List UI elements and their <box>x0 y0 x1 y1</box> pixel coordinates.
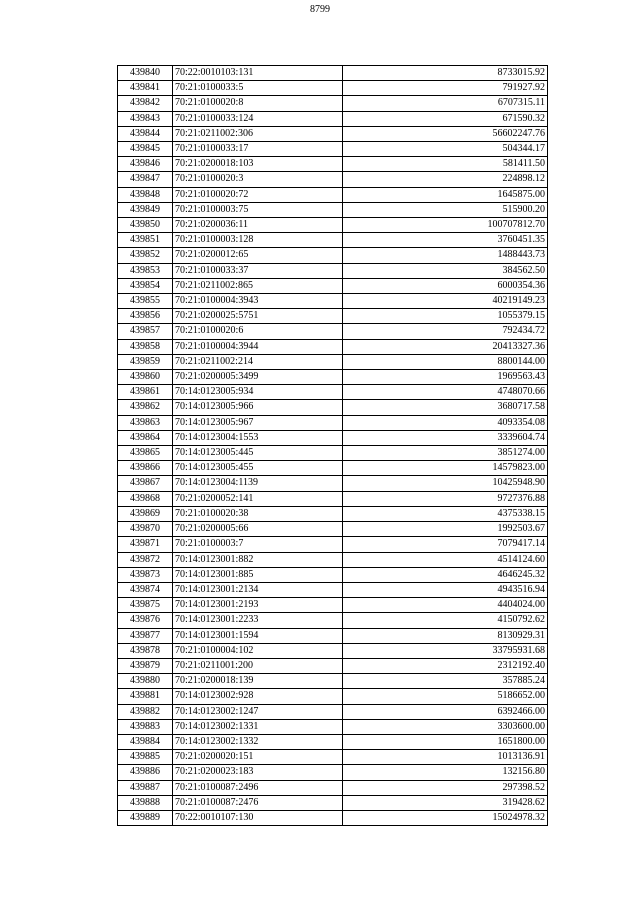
value-cell: 384562.50 <box>343 263 548 278</box>
table-row <box>118 415 548 430</box>
row-number-cell: 439868 <box>118 491 173 506</box>
cadastral-number-cell: 70:21:0100004:102 <box>173 643 343 658</box>
value-cell: 515900.20 <box>343 202 548 217</box>
cadastral-number-cell: 70:21:0200025:5751 <box>173 309 343 324</box>
cadastral-number-cell: 70:21:0100020:72 <box>173 187 343 202</box>
row-number-cell: 439879 <box>118 658 173 673</box>
cadastral-number-cell: 70:14:0123002:1332 <box>173 734 343 749</box>
table-row <box>118 233 548 248</box>
cadastral-number-cell: 70:21:0200020:151 <box>173 750 343 765</box>
table-row <box>118 111 548 126</box>
cadastral-number-cell: 70:21:0211002:306 <box>173 126 343 141</box>
table-row <box>118 598 548 613</box>
row-number-cell: 439841 <box>118 81 173 96</box>
row-number-cell: 439840 <box>118 66 173 81</box>
value-cell: 5186652.00 <box>343 689 548 704</box>
cadastral-number-cell: 70:14:0123005:445 <box>173 446 343 461</box>
value-cell: 319428.62 <box>343 795 548 810</box>
cadastral-number-cell: 70:14:0123002:928 <box>173 689 343 704</box>
table-row <box>118 354 548 369</box>
table-row <box>118 187 548 202</box>
cadastral-number-cell: 70:21:0200023:183 <box>173 765 343 780</box>
row-number-cell: 439849 <box>118 202 173 217</box>
table-row <box>118 400 548 415</box>
cadastral-number-cell: 70:14:0123001:2193 <box>173 598 343 613</box>
row-number-cell: 439844 <box>118 126 173 141</box>
value-cell: 100707812.70 <box>343 218 548 233</box>
row-number-cell: 439867 <box>118 476 173 491</box>
cadastral-number-cell: 70:21:0100004:3944 <box>173 339 343 354</box>
row-number-cell: 439845 <box>118 142 173 157</box>
cadastral-number-cell: 70:21:0211002:865 <box>173 278 343 293</box>
value-cell: 9727376.88 <box>343 491 548 506</box>
value-cell: 4646245.32 <box>343 567 548 582</box>
cadastral-number-cell: 70:14:0123004:1553 <box>173 430 343 445</box>
table-row <box>118 810 548 825</box>
value-cell: 2312192.40 <box>343 658 548 673</box>
table-row <box>118 278 548 293</box>
value-cell: 1645875.00 <box>343 187 548 202</box>
cadastral-number-cell: 70:21:0100033:5 <box>173 81 343 96</box>
value-cell: 6707315.11 <box>343 96 548 111</box>
row-number-cell: 439885 <box>118 750 173 765</box>
row-number-cell: 439869 <box>118 506 173 521</box>
value-cell: 297398.52 <box>343 780 548 795</box>
row-number-cell: 439881 <box>118 689 173 704</box>
value-cell: 792434.72 <box>343 324 548 339</box>
cadastral-number-cell: 70:21:0100020:6 <box>173 324 343 339</box>
cadastral-number-cell: 70:14:0123001:2134 <box>173 582 343 597</box>
row-number-cell: 439871 <box>118 537 173 552</box>
row-number-cell: 439854 <box>118 278 173 293</box>
value-cell: 6000354.36 <box>343 278 548 293</box>
value-cell: 1969563.43 <box>343 370 548 385</box>
value-cell: 15024978.32 <box>343 810 548 825</box>
value-cell: 357885.24 <box>343 674 548 689</box>
row-number-cell: 439858 <box>118 339 173 354</box>
cadastral-number-cell: 70:14:0123005:934 <box>173 385 343 400</box>
row-number-cell: 439860 <box>118 370 173 385</box>
row-number-cell: 439873 <box>118 567 173 582</box>
value-cell: 1013136.91 <box>343 750 548 765</box>
cadastral-number-cell: 70:21:0200018:103 <box>173 157 343 172</box>
row-number-cell: 439848 <box>118 187 173 202</box>
cadastral-number-cell: 70:21:0100020:38 <box>173 506 343 521</box>
cadastral-number-cell: 70:14:0123005:455 <box>173 461 343 476</box>
cadastral-number-cell: 70:21:0211002:214 <box>173 354 343 369</box>
table-row <box>118 294 548 309</box>
table-row <box>118 81 548 96</box>
row-number-cell: 439888 <box>118 795 173 810</box>
table-row <box>118 582 548 597</box>
table-row <box>118 339 548 354</box>
table-row <box>118 491 548 506</box>
table-row <box>118 309 548 324</box>
row-number-cell: 439883 <box>118 719 173 734</box>
cadastral-number-cell: 70:21:0211001:200 <box>173 658 343 673</box>
table-row <box>118 689 548 704</box>
cadastral-number-cell: 70:22:0010103:131 <box>173 66 343 81</box>
table-row <box>118 157 548 172</box>
value-cell: 504344.17 <box>343 142 548 157</box>
value-cell: 581411.50 <box>343 157 548 172</box>
table-row <box>118 142 548 157</box>
table-row <box>118 66 548 81</box>
value-cell: 1651800.00 <box>343 734 548 749</box>
value-cell: 8130929.31 <box>343 628 548 643</box>
row-number-cell: 439855 <box>118 294 173 309</box>
table-row <box>118 446 548 461</box>
row-number-cell: 439870 <box>118 522 173 537</box>
value-cell: 3680717.58 <box>343 400 548 415</box>
cadastral-number-cell: 70:21:0100087:2496 <box>173 780 343 795</box>
cadastral-number-cell: 70:22:0010107:130 <box>173 810 343 825</box>
row-number-cell: 439864 <box>118 430 173 445</box>
table-row <box>118 506 548 521</box>
row-number-cell: 439874 <box>118 582 173 597</box>
value-cell: 132156.80 <box>343 765 548 780</box>
value-cell: 4514124.60 <box>343 552 548 567</box>
cadastral-number-cell: 70:14:0123001:1594 <box>173 628 343 643</box>
table-row <box>118 96 548 111</box>
value-cell: 3851274.00 <box>343 446 548 461</box>
cadastral-number-cell: 70:14:0123002:1247 <box>173 704 343 719</box>
value-cell: 671590.32 <box>343 111 548 126</box>
page-number: 8799 <box>310 4 330 15</box>
table-row <box>118 385 548 400</box>
row-number-cell: 439843 <box>118 111 173 126</box>
table-row <box>118 552 548 567</box>
table-row <box>118 613 548 628</box>
table-row <box>118 628 548 643</box>
cadastral-number-cell: 70:21:0200018:139 <box>173 674 343 689</box>
cadastral-number-cell: 70:14:0123005:966 <box>173 400 343 415</box>
cadastral-number-cell: 70:14:0123005:967 <box>173 415 343 430</box>
table-row <box>118 430 548 445</box>
row-number-cell: 439886 <box>118 765 173 780</box>
value-cell: 3339604.74 <box>343 430 548 445</box>
value-cell: 3303600.00 <box>343 719 548 734</box>
row-number-cell: 439846 <box>118 157 173 172</box>
value-cell: 1992503.67 <box>343 522 548 537</box>
row-number-cell: 439851 <box>118 233 173 248</box>
row-number-cell: 439863 <box>118 415 173 430</box>
table-row <box>118 370 548 385</box>
row-number-cell: 439865 <box>118 446 173 461</box>
cadastral-number-cell: 70:21:0100033:17 <box>173 142 343 157</box>
cadastral-number-cell: 70:21:0200012:65 <box>173 248 343 263</box>
row-number-cell: 439862 <box>118 400 173 415</box>
cadastral-number-cell: 70:21:0100033:37 <box>173 263 343 278</box>
table-row <box>118 765 548 780</box>
row-number-cell: 439852 <box>118 248 173 263</box>
cadastral-number-cell: 70:14:0123001:882 <box>173 552 343 567</box>
row-number-cell: 439875 <box>118 598 173 613</box>
value-cell: 20413327.36 <box>343 339 548 354</box>
row-number-cell: 439853 <box>118 263 173 278</box>
value-cell: 7079417.14 <box>343 537 548 552</box>
row-number-cell: 439866 <box>118 461 173 476</box>
row-number-cell: 439877 <box>118 628 173 643</box>
table-row <box>118 476 548 491</box>
table-row <box>118 537 548 552</box>
value-cell: 14579823.00 <box>343 461 548 476</box>
cadastral-number-cell: 70:21:0100003:128 <box>173 233 343 248</box>
cadastral-number-cell: 70:21:0100003:7 <box>173 537 343 552</box>
value-cell: 33795931.68 <box>343 643 548 658</box>
table-row <box>118 719 548 734</box>
table-row <box>118 674 548 689</box>
row-number-cell: 439857 <box>118 324 173 339</box>
table-row <box>118 522 548 537</box>
table-row <box>118 780 548 795</box>
table-body <box>118 66 548 826</box>
table-row <box>118 658 548 673</box>
value-cell: 791927.92 <box>343 81 548 96</box>
row-number-cell: 439861 <box>118 385 173 400</box>
row-number-cell: 439842 <box>118 96 173 111</box>
row-number-cell: 439856 <box>118 309 173 324</box>
table-row <box>118 750 548 765</box>
table-row <box>118 202 548 217</box>
row-number-cell: 439880 <box>118 674 173 689</box>
row-number-cell: 439884 <box>118 734 173 749</box>
value-cell: 1055379.15 <box>343 309 548 324</box>
row-number-cell: 439882 <box>118 704 173 719</box>
value-cell: 8733015.92 <box>343 66 548 81</box>
value-cell: 40219149.23 <box>343 294 548 309</box>
value-cell: 4748070.66 <box>343 385 548 400</box>
value-cell: 4093354.08 <box>343 415 548 430</box>
data-table <box>117 65 548 826</box>
cadastral-number-cell: 70:21:0200005:66 <box>173 522 343 537</box>
cadastral-number-cell: 70:21:0100033:124 <box>173 111 343 126</box>
value-cell: 10425948.90 <box>343 476 548 491</box>
cadastral-number-cell: 70:14:0123001:2233 <box>173 613 343 628</box>
value-cell: 6392466.00 <box>343 704 548 719</box>
table-row <box>118 567 548 582</box>
value-cell: 4404024.00 <box>343 598 548 613</box>
table-row <box>118 643 548 658</box>
cadastral-number-cell: 70:21:0100020:8 <box>173 96 343 111</box>
row-number-cell: 439859 <box>118 354 173 369</box>
row-number-cell: 439878 <box>118 643 173 658</box>
value-cell: 4375338.15 <box>343 506 548 521</box>
cadastral-number-cell: 70:21:0200052:141 <box>173 491 343 506</box>
value-cell: 1488443.73 <box>343 248 548 263</box>
cadastral-number-cell: 70:21:0100003:75 <box>173 202 343 217</box>
row-number-cell: 439876 <box>118 613 173 628</box>
row-number-cell: 439850 <box>118 218 173 233</box>
row-number-cell: 439847 <box>118 172 173 187</box>
cadastral-number-cell: 70:14:0123004:1139 <box>173 476 343 491</box>
cadastral-number-cell: 70:21:0100020:3 <box>173 172 343 187</box>
row-number-cell: 439889 <box>118 810 173 825</box>
table-row <box>118 218 548 233</box>
table-row <box>118 263 548 278</box>
table-row <box>118 704 548 719</box>
cadastral-number-cell: 70:14:0123001:885 <box>173 567 343 582</box>
table-row <box>118 172 548 187</box>
cadastral-number-cell: 70:21:0100004:3943 <box>173 294 343 309</box>
value-cell: 224898.12 <box>343 172 548 187</box>
row-number-cell: 439872 <box>118 552 173 567</box>
value-cell: 56602247.76 <box>343 126 548 141</box>
cadastral-number-cell: 70:21:0200036:11 <box>173 218 343 233</box>
table-row <box>118 734 548 749</box>
value-cell: 3760451.35 <box>343 233 548 248</box>
cadastral-number-cell: 70:21:0100087:2476 <box>173 795 343 810</box>
value-cell: 8800144.00 <box>343 354 548 369</box>
table-row <box>118 248 548 263</box>
table-row <box>118 126 548 141</box>
row-number-cell: 439887 <box>118 780 173 795</box>
cadastral-number-cell: 70:21:0200005:3499 <box>173 370 343 385</box>
table-row <box>118 461 548 476</box>
cadastral-number-cell: 70:14:0123002:1331 <box>173 719 343 734</box>
value-cell: 4943516.94 <box>343 582 548 597</box>
table-row <box>118 795 548 810</box>
value-cell: 4150792.62 <box>343 613 548 628</box>
table-row <box>118 324 548 339</box>
